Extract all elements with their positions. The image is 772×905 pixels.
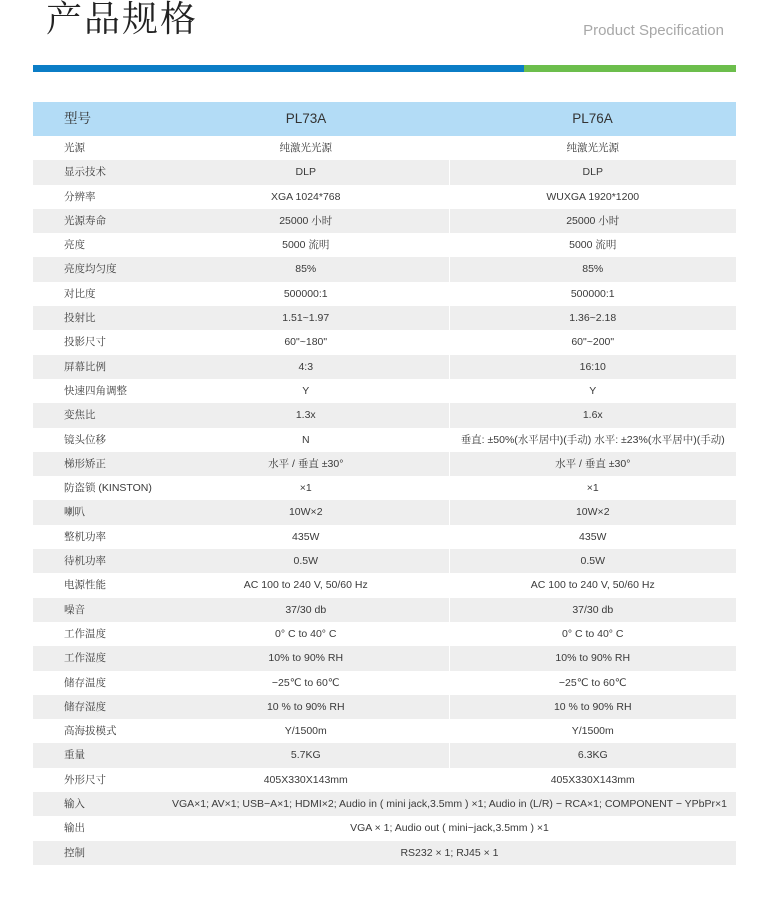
spec-value-pl76a: 1.6x	[449, 403, 736, 427]
column-header-model: 型号	[33, 102, 163, 136]
table-row	[33, 500, 736, 524]
spec-value-pl73a: 500000:1	[283, 287, 328, 300]
spec-label: 输出	[64, 822, 85, 835]
spec-label: 电源性能	[64, 579, 106, 592]
table-row	[33, 719, 736, 743]
spec-value-pl76a: Y/1500m	[449, 719, 736, 743]
spec-value-pl76a: 405X330X143mm	[449, 768, 736, 792]
table-row	[33, 355, 736, 379]
spec-value-pl73a: 5.7KG	[163, 743, 449, 767]
table-row	[33, 622, 736, 646]
spec-value-pl76a: WUXGA 1920*1200	[449, 185, 736, 209]
spec-value-pl73a: 1.3x	[163, 403, 449, 427]
spec-value-shared: VGA×1; AV×1; USB−A×1; HDMI×2; Audio in ( mini jack,3.5mm ) ×1; Audio in (L/R) − RCA×1; COMPONENT − YPbPr×1	[163, 792, 736, 816]
spec-label: 显示技术	[33, 160, 163, 184]
spec-value-pl73a: ×1	[299, 482, 312, 495]
table-row	[33, 379, 736, 403]
spec-label: 喇叭	[33, 500, 163, 524]
spec-value-pl76a: 垂直: ±50%(水平居中)(手动) 水平: ±23%(水平居中)(手动)	[449, 428, 736, 452]
page-subtitle: Product Specification	[583, 22, 724, 39]
spec-value-pl73a: 1.51~1.97	[163, 306, 449, 330]
spec-value-pl76a: 25000 小时	[449, 209, 736, 233]
spec-value-pl73a: XGA 1024*768	[271, 190, 341, 203]
table-row	[33, 403, 736, 427]
spec-label: 投影尺寸	[64, 336, 106, 349]
column-header-pl76a: PL76A	[449, 102, 736, 136]
table-row	[33, 476, 736, 500]
table-row	[33, 525, 736, 549]
spec-value-pl73a: 435W	[292, 530, 320, 543]
spec-label: 重量	[33, 743, 163, 767]
spec-value-pl76a: 1.36~2.18	[449, 306, 736, 330]
spec-value-pl73a: N	[301, 433, 310, 446]
spec-value-pl73a: 10 % to 90% RH	[163, 695, 449, 719]
spec-value-pl76a: 37/30 db	[449, 598, 736, 622]
spec-value-pl73a: 纯激光光源	[279, 142, 332, 154]
spec-value-pl73a: AC 100 to 240 V, 50/60 Hz	[243, 579, 368, 592]
table-row	[33, 282, 736, 306]
spec-label: 储存温度	[64, 676, 106, 689]
spec-value-pl76a: 85%	[449, 257, 736, 281]
spec-value-pl76a: 0° C to 40° C	[449, 622, 736, 646]
spec-value-pl76a: 10 % to 90% RH	[449, 695, 736, 719]
table-row	[33, 452, 736, 476]
spec-table	[33, 102, 736, 865]
page-title: 产品规格	[46, 0, 199, 40]
spec-value-pl76a: DLP	[449, 160, 736, 184]
spec-value-pl76a: 10W×2	[449, 500, 736, 524]
spec-label: 变焦比	[33, 403, 163, 427]
column-header-pl73a: PL73A	[163, 102, 449, 136]
spec-label: 屏幕比例	[33, 355, 163, 379]
spec-value-pl76a: 水平 / 垂直 ±30°	[449, 452, 736, 476]
spec-label: 工作湿度	[33, 646, 163, 670]
table-row	[33, 743, 736, 767]
accent-bar-green	[524, 65, 736, 72]
spec-value-pl73a: 85%	[163, 257, 449, 281]
spec-label: 投射比	[33, 306, 163, 330]
spec-value-pl73a: 25000 小时	[163, 209, 449, 233]
spec-value-pl73a: −25℃ to 60℃	[271, 676, 340, 689]
spec-value-pl73a: 5000 流明	[282, 239, 330, 252]
table-row	[33, 573, 736, 597]
table-row	[33, 136, 736, 160]
spec-value-pl76a: −25℃ to 60℃	[449, 671, 736, 695]
spec-value-pl73a: 37/30 db	[163, 598, 449, 622]
spec-value-pl73a: Y/1500m	[284, 725, 327, 738]
spec-label: 控制	[33, 841, 163, 865]
spec-label: 防盗锁 (KINSTON)	[64, 482, 152, 495]
spec-label: 整机功率	[64, 530, 106, 543]
table-row	[33, 695, 736, 719]
spec-label: 工作温度	[64, 627, 106, 640]
spec-label: 对比度	[64, 287, 96, 300]
spec-value-pl76a: 60"~200"	[449, 330, 736, 354]
spec-value-pl76a: 10% to 90% RH	[449, 646, 736, 670]
spec-label: 光源寿命	[33, 209, 163, 233]
spec-value-pl73a: 405X330X143mm	[263, 773, 348, 786]
spec-value-pl73a: 0.5W	[163, 549, 449, 573]
table-row	[33, 428, 736, 452]
table-row	[33, 549, 736, 573]
spec-label: 输入	[33, 792, 163, 816]
spec-label: 噪音	[33, 598, 163, 622]
spec-value-pl73a: 10% to 90% RH	[163, 646, 449, 670]
spec-label: 镜头位移	[64, 433, 106, 446]
spec-value-pl76a: AC 100 to 240 V, 50/60 Hz	[449, 573, 736, 597]
table-row	[33, 185, 736, 209]
table-row	[33, 816, 736, 840]
spec-value-pl73a: Y	[302, 384, 310, 397]
spec-value-pl76a: 16:10	[449, 355, 736, 379]
table-row	[33, 841, 736, 865]
spec-value-pl73a: 60"~180"	[284, 336, 328, 349]
spec-value-pl73a: DLP	[163, 160, 449, 184]
spec-value-pl76a: 500000:1	[449, 282, 736, 306]
spec-label: 外形尺寸	[64, 773, 106, 786]
spec-value-pl76a: 5000 流明	[449, 233, 736, 257]
spec-label: 梯形矫正	[33, 452, 163, 476]
spec-label: 高海拔模式	[64, 725, 117, 738]
spec-value-shared: VGA × 1; Audio out ( mini−jack,3.5mm ) ×1	[350, 822, 549, 835]
spec-label: 亮度	[64, 239, 85, 252]
spec-value-pl76a: 6.3KG	[449, 743, 736, 767]
spec-value-pl76a: 435W	[449, 525, 736, 549]
table-header-row	[33, 102, 736, 136]
table-row	[33, 792, 736, 816]
spec-label: 储存湿度	[33, 695, 163, 719]
spec-value-pl76a: ×1	[449, 476, 736, 500]
spec-label: 光源	[64, 142, 85, 154]
spec-label: 亮度均匀度	[33, 257, 163, 281]
table-row	[33, 330, 736, 354]
spec-value-pl73a: 0° C to 40° C	[274, 627, 337, 640]
table-row	[33, 768, 736, 792]
spec-value-pl76a: 纯激光光源	[449, 136, 736, 160]
table-row	[33, 306, 736, 330]
spec-label: 快速四角调整	[64, 384, 127, 397]
table-row	[33, 598, 736, 622]
table-row	[33, 646, 736, 670]
spec-table-body	[33, 136, 736, 865]
spec-label: 分辨率	[64, 190, 96, 203]
spec-value-pl73a: 4:3	[163, 355, 449, 379]
spec-value-pl76a: 0.5W	[449, 549, 736, 573]
table-row	[33, 257, 736, 281]
accent-bar-blue	[33, 65, 524, 72]
spec-value-pl73a: 10W×2	[163, 500, 449, 524]
spec-value-pl73a: 水平 / 垂直 ±30°	[163, 452, 449, 476]
spec-value-shared: RS232 × 1; RJ45 × 1	[163, 841, 736, 865]
spec-value-pl76a: Y	[449, 379, 736, 403]
table-row	[33, 671, 736, 695]
spec-label: 待机功率	[33, 549, 163, 573]
table-row	[33, 160, 736, 184]
table-row	[33, 209, 736, 233]
table-row	[33, 233, 736, 257]
